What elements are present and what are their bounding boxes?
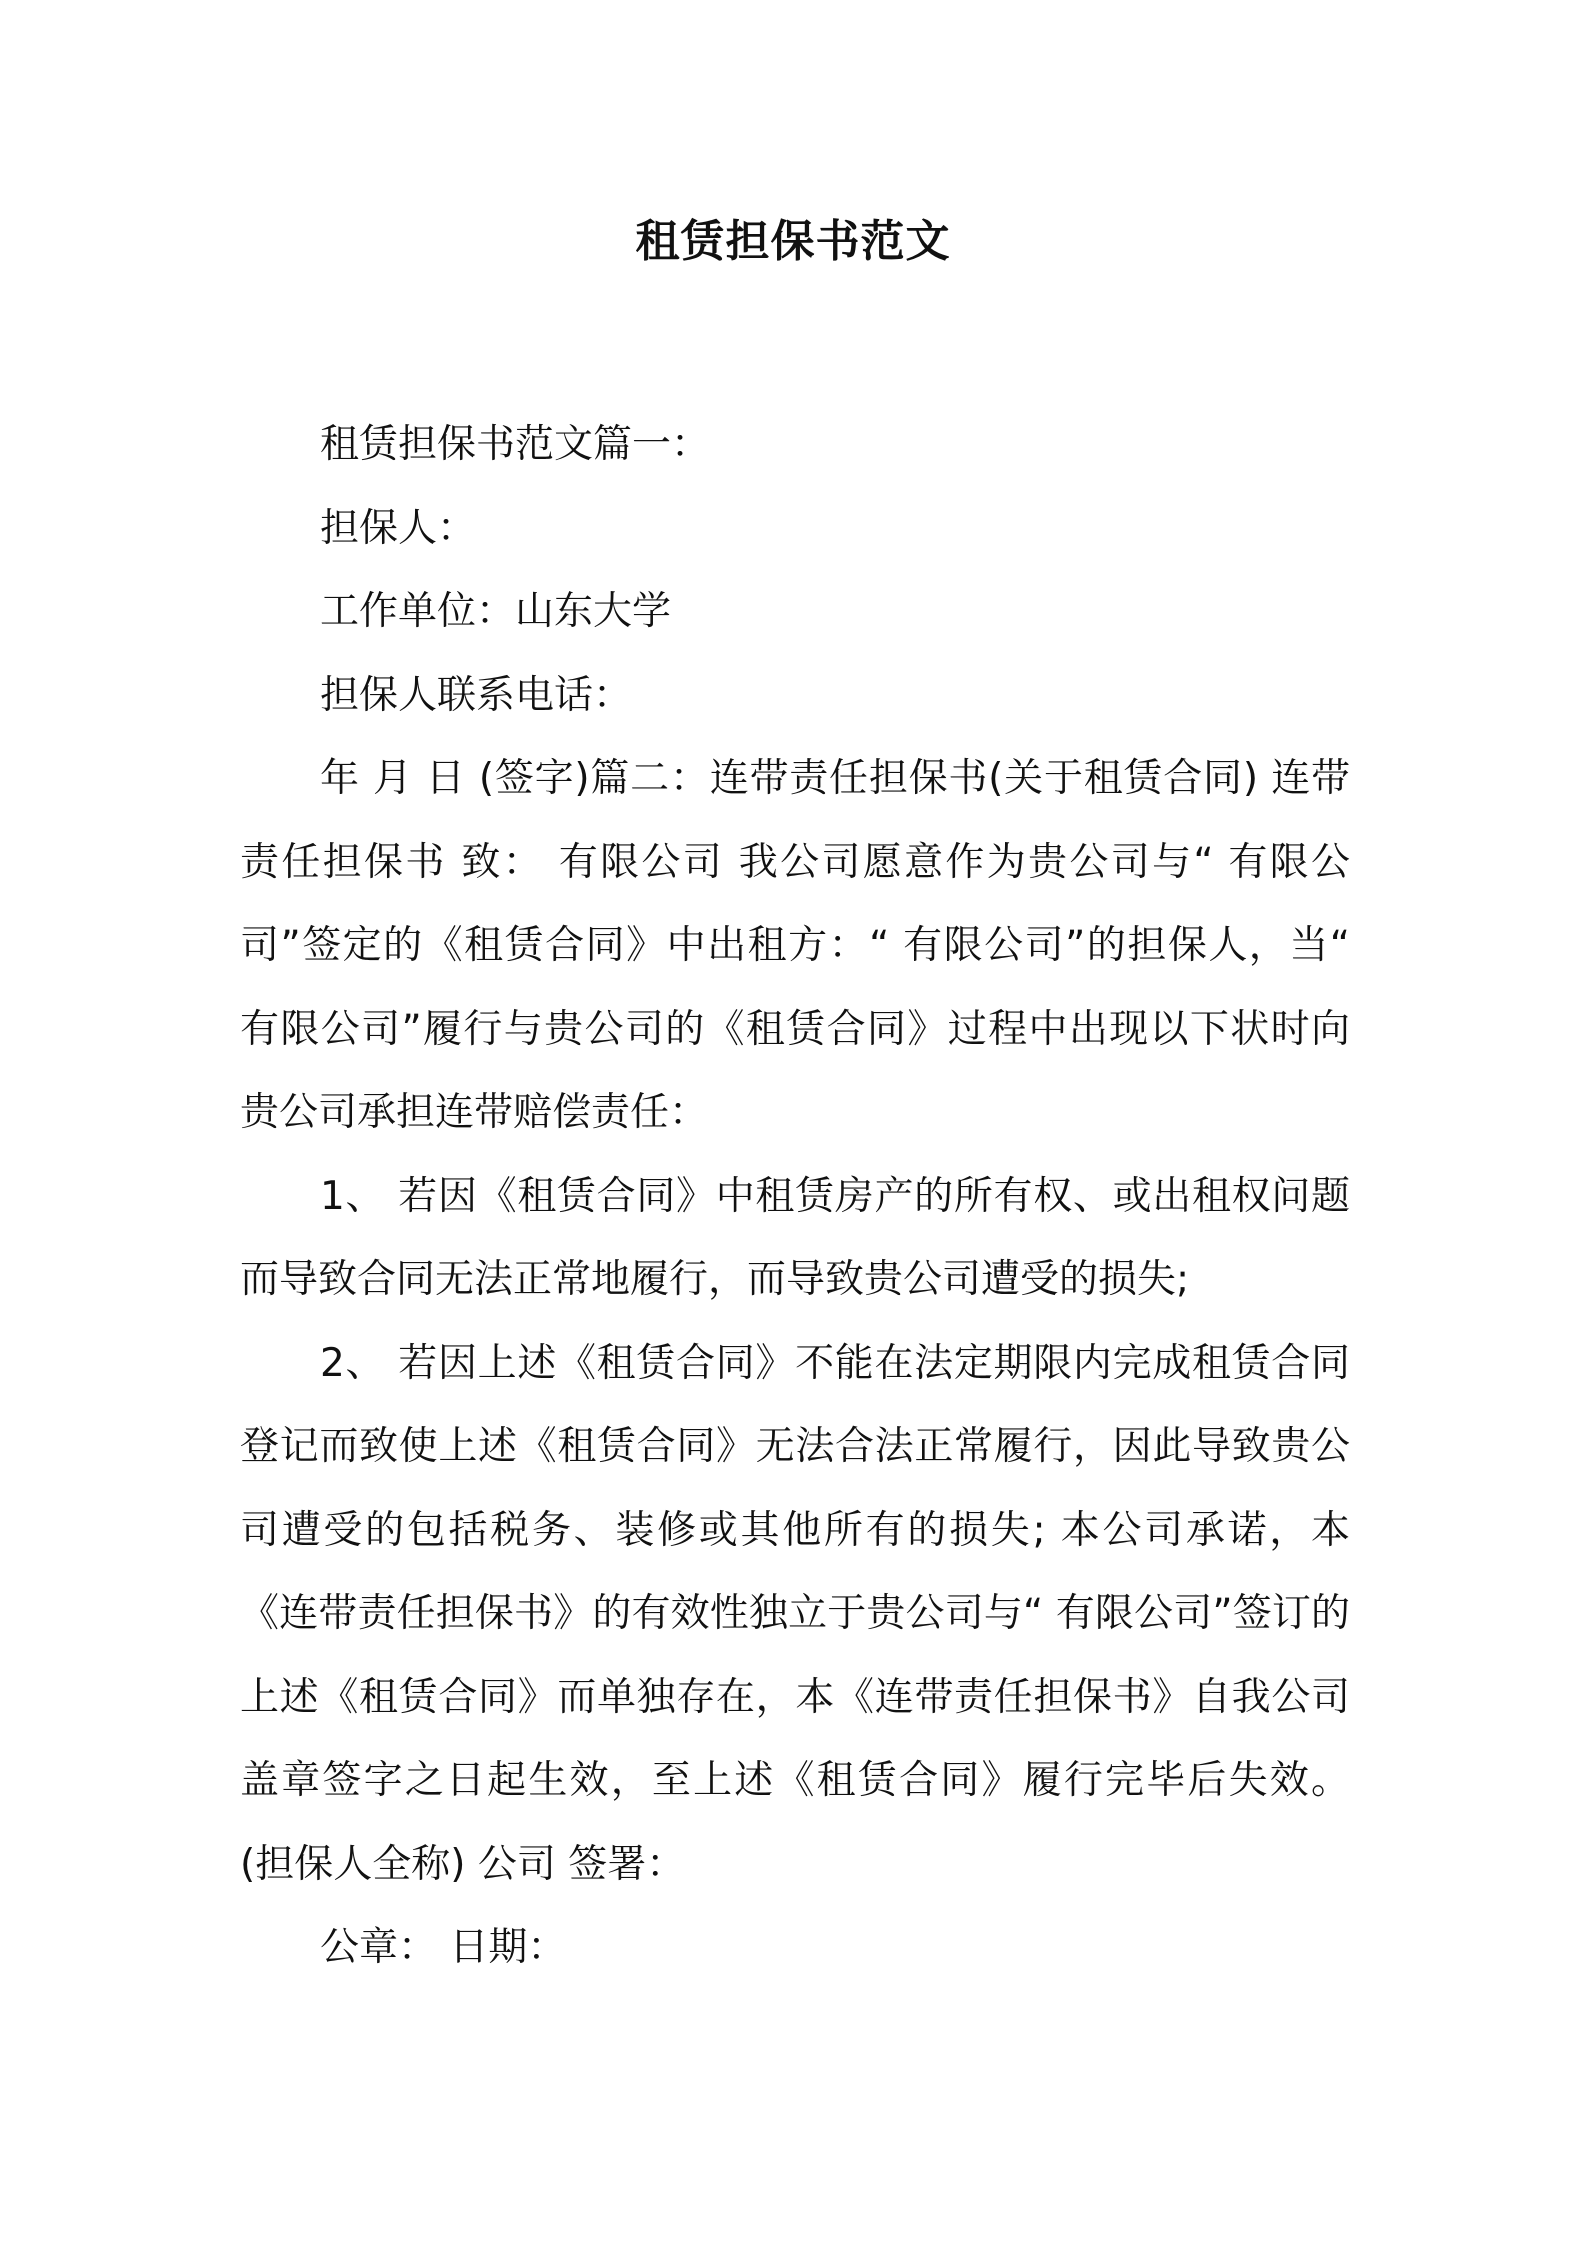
- paragraph-guarantor-phone: 担保人联系电话：: [320, 672, 633, 718]
- paragraph-work-unit: 工作单位：山东大学: [320, 589, 672, 634]
- paragraph-joint-liability-intro: 年 月 日 (签字)篇二：连带责任担保书(关于租赁合同) 连带责任担保书 致： 有限公司 我公司愿意作为贵公司与“ 有限公司”签定的《租赁合同》中出租方：“ 有限公司”的担保人，当“ 有限公司”履行与贵公司的《租赁合同》过程中出现以下状时向贵公司承担连带赔偿责任：: [240, 756, 1350, 1135]
- paragraph-guarantor: 担保人：: [320, 505, 477, 551]
- paragraph-clause-1: 1、 若因《租赁合同》中租赁房产的所有权、或出租权问题而导致合同无法正常地履行，而导致贵公司遭受的损失;: [240, 1173, 1350, 1302]
- paragraph-clause-2: 2、 若因上述《租赁合同》不能在法定期限内完成租赁合同登记而致使上述《租赁合同》无法合法正常履行，因此导致贵公司遭受的包括税务、装修或其他所有的损失; 本公司承诺，本《连带责任担保书》的有效性独立于贵公司与“ 有限公司”签订的上述《租赁合同》而单独存在，本《连带责任担保书》自我公司盖章签字之日起生效，至上述《租赁合同》履行完毕后失效。 (担保人全称) 公司 签署：: [240, 1340, 1350, 1887]
- paragraph-sample-heading: 租赁担保书范文篇一：: [320, 422, 711, 467]
- document-body: [240, 403, 1350, 1990]
- page-title: 租赁担保书范文: [635, 216, 951, 267]
- paragraph-seal-date: 公章： 日期：: [320, 1925, 567, 1970]
